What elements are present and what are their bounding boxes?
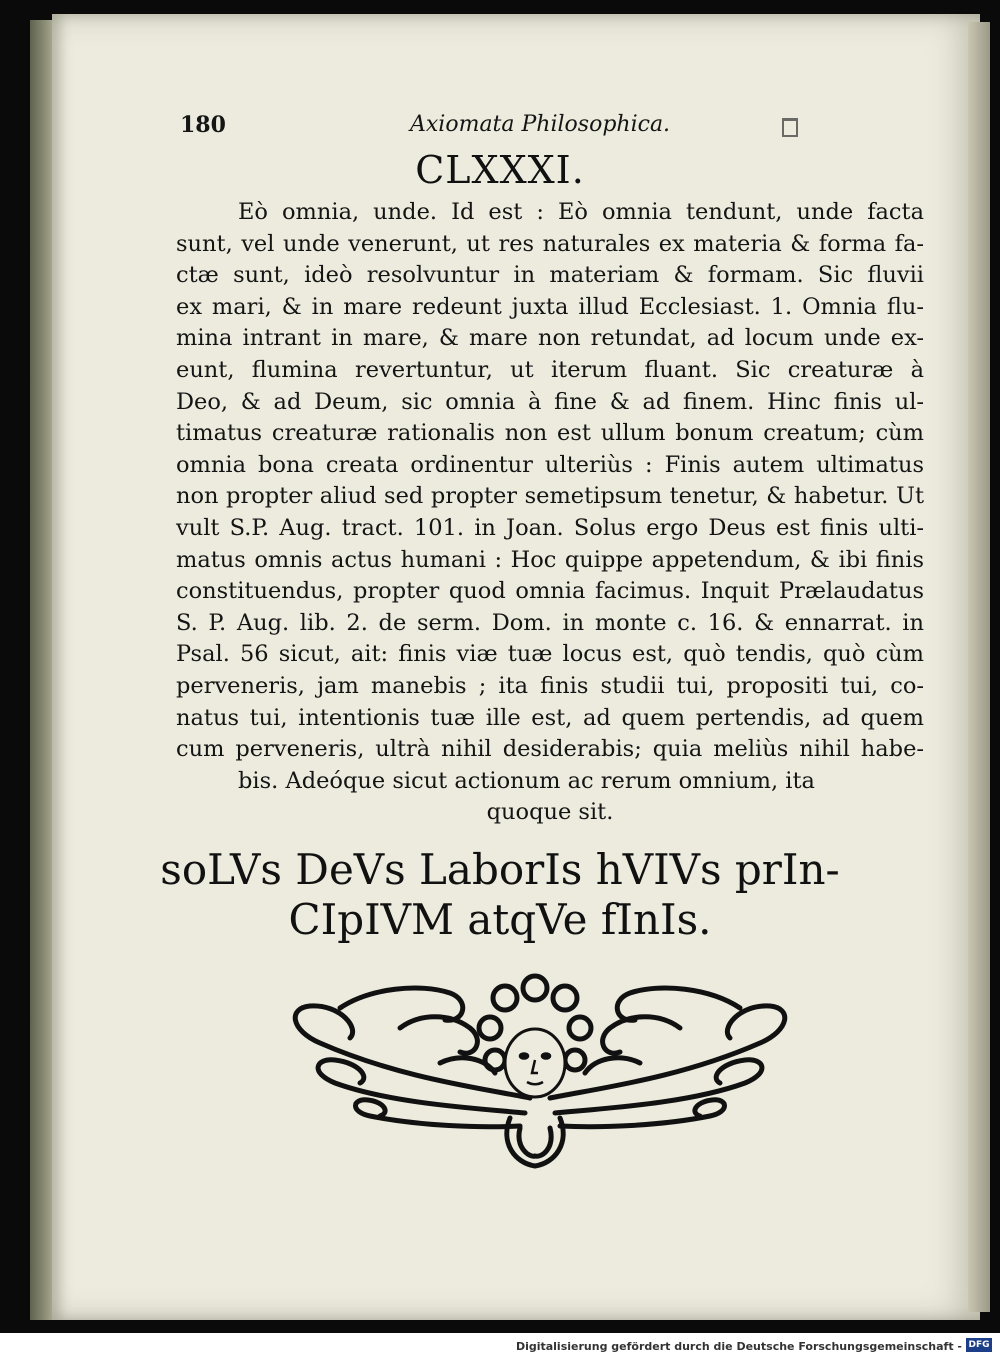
body-line: eunt, flumina revertuntur, ut iterum fluant. Sic creaturæ à [176,356,924,383]
body-line: cum perveneris, ultrà nihil desiderabis; quia meliùs nihil habe- [176,736,924,763]
page-right-edge [968,22,990,1312]
body-line: bis. Adeóque sicut actionum ac rerum omnium, ita [238,767,815,794]
corner-mark [782,118,798,137]
chronogram-line-1: soLVs DeVs LaborIs hVIVs prIn- [160,845,840,894]
body-line: quoque sit. [486,799,614,826]
body-line: Psal. 56 sicut, ait: finis viæ tuæ locus est, quò tendis, quò cùm [176,641,924,668]
page-number: 180 [180,112,226,138]
body-line: Eò omnia, unde. Id est : Eò omnia tendunt, unde facta [238,199,924,225]
section-number: CLXXXI. [415,148,585,192]
chronogram-line-2: CIpIVM atqVe fInIs. [288,895,712,944]
body-line: sunt, vel unde venerunt, ut res naturales ex materia & forma fa- [176,230,924,257]
body-text [176,197,924,829]
body-line: natus tui, intentionis tuæ ille est, ad quem pertendis, ad quem [176,704,924,731]
body-line: perveneris, jam manebis ; ita finis studii tui, propositi tui, co- [176,672,924,699]
body-line: matus omnis actus humani : Hoc quippe appetendum, & ibi finis [176,546,924,573]
running-title: Axiomata Philosophica. [410,112,671,137]
body-line: mina intrant in mare, & mare non retundat, ad locum unde ex- [176,325,924,352]
body-line: non propter aliud sed propter semetipsum tenetur, & habetur. Ut [176,483,924,510]
body-line: S. P. Aug. lib. 2. de serm. Dom. in monte c. 16. & ennarrat. in [176,609,924,636]
funding-note: Digitalisierung gefördert durch die Deutsche Forschungsgemeinschaft - [515,1340,962,1353]
body-line: constituendus, propter quod omnia facimus. Inquit Prælaudatus [176,578,924,605]
body-line: ctæ sunt, ideò resolvuntur in materiam & formam. Sic fluvii [176,262,924,289]
body-line: timatus creaturæ rationalis non est ullum bonum creatum; cùm [176,420,924,447]
dfg-logo: DFG [966,1338,992,1352]
body-line: vult S.P. Aug. tract. 101. in Joan. Solus ergo Deus est finis ulti- [176,514,924,541]
page-header [180,112,800,142]
body-line: ex mari, & in mare redeunt juxta illud Ecclesiast. 1. Omnia flu- [176,293,924,320]
body-line: Deo, & ad Deum, sic omnia à fine & ad finem. Hinc finis ul- [176,388,924,415]
winged-cherub-head-icon [280,968,800,1173]
body-line: omnia bona creata ordinentur ulteriùs : Finis autem ultimatus [176,451,924,478]
